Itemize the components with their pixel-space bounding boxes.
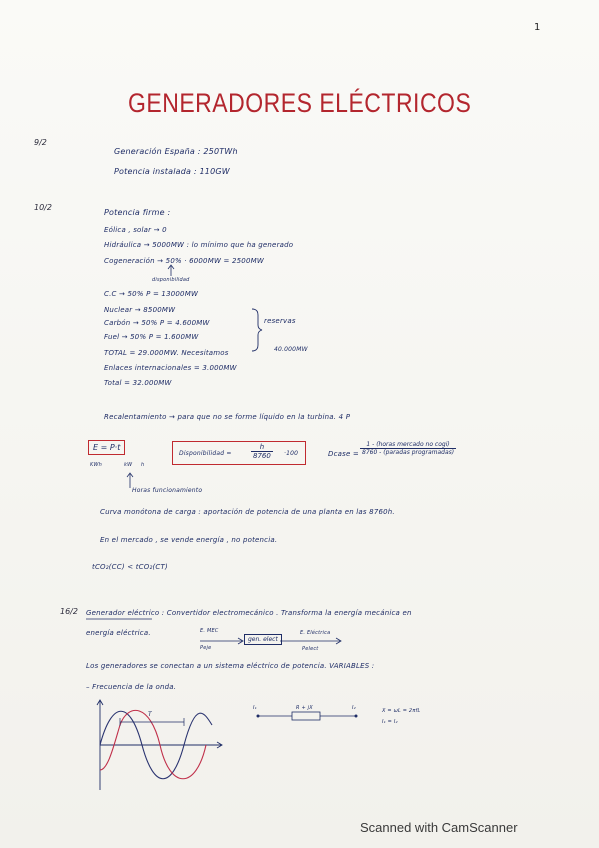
note-line: – Frecuencia de la onda. <box>86 683 177 691</box>
note-line: Fuel → 50% P = 1.600MW <box>104 333 199 341</box>
note-line: Nuclear → 8500MW <box>104 306 176 314</box>
fraction-denominator: 8760 - (paradas programadas) <box>362 449 455 456</box>
note-heading: Potencia firme : <box>104 208 171 217</box>
note-line: Generación España : 250TWh <box>114 147 238 156</box>
note-annotation: disponibilidad <box>152 277 190 283</box>
note-annotation: Horas funcionamiento <box>132 487 203 494</box>
formula-label: Disponibilidad = <box>179 450 232 457</box>
date-label: 16/2 <box>60 607 78 616</box>
date-label: 10/2 <box>34 203 52 212</box>
wave-period-label: T <box>148 711 152 718</box>
impedance-block <box>292 712 320 720</box>
unit-label: KWh <box>90 462 102 468</box>
circuit-label: R + jX <box>296 705 313 711</box>
note-line: Carbón → 50% P = 4.600MW <box>104 319 210 327</box>
circuit-equation: I₁ = I₂ <box>382 719 398 725</box>
note-line: Los generadores se conectan a un sistema eléctrico de potencia. VARIABLES : <box>86 662 375 670</box>
circuit-equation: X = ωL = 2πfL <box>382 708 421 714</box>
note-line: Enlaces internacionales = 3.000MW <box>104 364 237 372</box>
note-line: Cogeneración → 50% · 6000MW = 2500MW <box>104 257 264 265</box>
note-line: Hidráulica → 5000MW : lo mínimo que ha generado <box>104 241 294 249</box>
block-output-label: E. Eléctrica <box>300 630 331 636</box>
note-line: tCO₂(CC) < tCO₂(CT) <box>92 563 168 571</box>
note-line: Potencia instalada : 110GW <box>114 167 230 176</box>
note-line: 40.000MW <box>274 346 308 353</box>
formula-label: Dcase = <box>328 450 359 458</box>
circuit-label: I₁ <box>253 705 257 711</box>
unit-label: kW <box>124 462 133 468</box>
date-label: 9/2 <box>34 138 47 147</box>
scanner-watermark: Scanned with CamScanner <box>360 820 518 835</box>
note-line: C.C → 50% P = 13000MW <box>104 290 199 298</box>
fraction-denominator: 8760 <box>253 452 271 460</box>
curly-bracket <box>252 309 262 351</box>
note-line: Curva monótona de carga : aportación de potencia de una planta en las 8760h. <box>100 508 395 516</box>
circuit-label: I₂ <box>352 705 356 711</box>
fraction-numerator: 1 - (horas mercado no cogi) <box>360 441 456 449</box>
bracket-label: reservas <box>264 317 296 325</box>
page-title: GENERADORES ELÉCTRICOS <box>128 87 472 118</box>
note-line: Total = 32.000MW <box>104 379 172 387</box>
fraction-numerator: h <box>251 443 273 452</box>
note-line: En el mercado , se vende energía , no potencia. <box>100 536 278 544</box>
block-input-label: Peje <box>200 645 212 651</box>
generator-block: gen. elect <box>244 634 282 645</box>
note-line: energía eléctrica. <box>86 629 151 637</box>
note-line: Eólica , solar → 0 <box>104 226 167 234</box>
block-input-label: E. MEC <box>200 628 219 634</box>
page-number: 1 <box>534 22 541 33</box>
note-line: Generador eléctrico : Convertidor electromecánico . Transforma la energía mecánica en <box>86 609 412 617</box>
energy-formula-box: E = P·t <box>88 440 125 455</box>
note-line: TOTAL = 29.000MW. Necesitamos <box>104 349 229 357</box>
block-output-label: Pelect <box>302 646 319 652</box>
note-line: Recalentamiento → para que no se forme líquido en la turbina. 4 P <box>104 413 351 421</box>
circuit-node <box>355 715 358 718</box>
unit-label: h <box>141 462 145 468</box>
formula-label: ·100 <box>284 450 299 457</box>
